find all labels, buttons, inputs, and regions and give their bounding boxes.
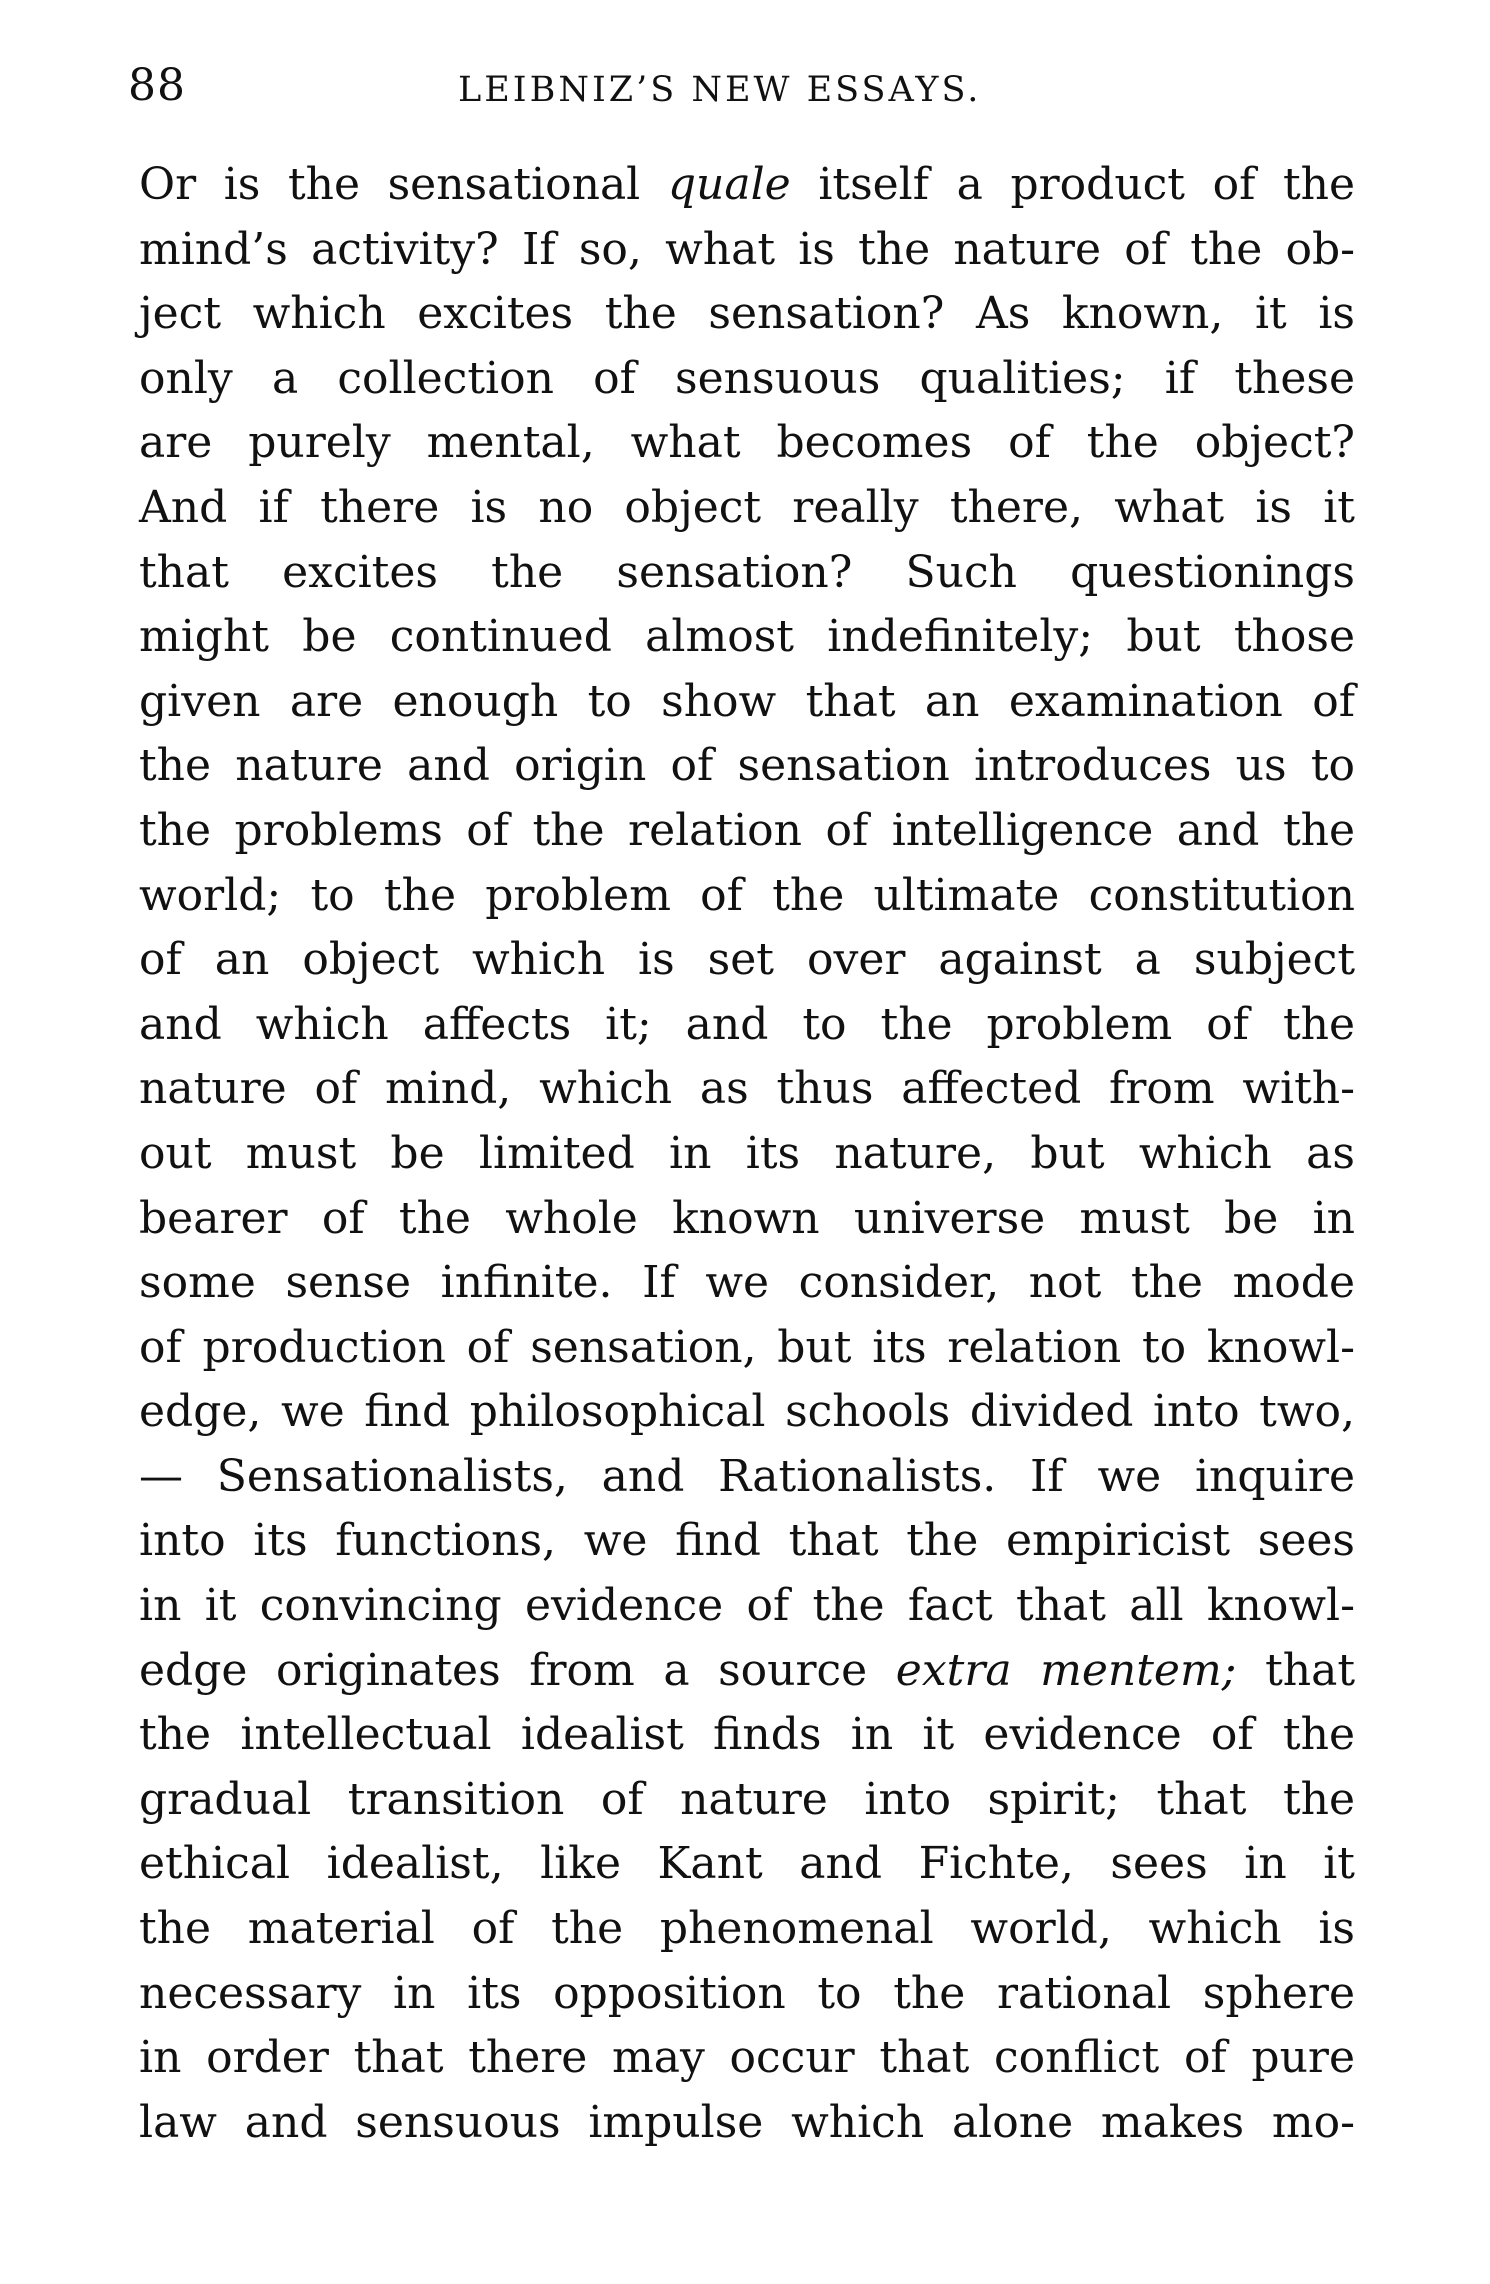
text-line: that excites the sensation? Such questionings <box>139 546 1355 598</box>
page-number: 88 <box>128 60 186 111</box>
text-line: — Sensationalists, and Rationalists. If we inquire <box>139 1450 1355 1502</box>
running-title: LEIBNIZ’S NEW ESSAYS. <box>458 70 982 110</box>
text-line: the nature and origin of sensation introduces us to <box>139 740 1355 792</box>
text-line: edge originates from a source extra mentem; that <box>139 1644 1356 1696</box>
text-line: in order that there may occur that conflict of pure <box>139 2032 1355 2084</box>
text-line: the material of the phenomenal world, which is <box>139 1903 1355 1955</box>
text-line: out must be limited in its nature, but which as <box>139 1127 1355 1179</box>
text-line: some sense infinite. If we consider, not the mode <box>139 1257 1355 1309</box>
text-line: of an object which is set over against a subject <box>139 934 1355 986</box>
text-line: the intellectual idealist finds in it evidence of the <box>139 1709 1355 1761</box>
text-line: into its functions, we find that the empiricist sees <box>139 1515 1355 1567</box>
text-line: only a collection of sensuous qualities; if these <box>139 352 1355 404</box>
text-line: and which affects it; and to the problem of the <box>139 998 1355 1050</box>
text-line: world; to the problem of the ultimate constitution <box>139 869 1355 921</box>
text-line: might be continued almost indefinitely; but those <box>139 611 1355 663</box>
text-line: Or is the sensational quale itself a product of the <box>139 159 1356 210</box>
text-line: bearer of the whole known universe must be in <box>139 1192 1355 1244</box>
text-line: necessary in its opposition to the rational sphere <box>139 1967 1355 2019</box>
text-line: And if there is no object really there, what is it <box>139 481 1355 533</box>
body-text <box>139 153 1355 2155</box>
text-line: are purely mental, what becomes of the object? <box>139 417 1355 469</box>
text-line: of production of sensation, but its relation to knowl- <box>139 1321 1355 1373</box>
text-line: given are enough to show that an examination of <box>139 675 1355 727</box>
italic-term: extra mentem; <box>895 1644 1237 1696</box>
text-line: edge, we find philosophical schools divided into two, <box>139 1386 1355 1438</box>
page-header <box>128 58 1028 118</box>
italic-term: quale <box>667 159 791 210</box>
text-line: the problems of the relation of intelligence and the <box>139 804 1355 856</box>
text-line: gradual transition of nature into spirit; that the <box>139 1773 1355 1825</box>
text-line: ject which excites the sensation? As known, it is <box>139 288 1355 340</box>
text-line: nature of mind, which as thus affected from with- <box>139 1063 1355 1115</box>
text-line: in it convincing evidence of the fact that all knowl- <box>139 1580 1355 1632</box>
text-line: law and sensuous impulse which alone makes mo- <box>139 2096 1355 2148</box>
text-line: mind’s activity? If so, what is the nature of the ob- <box>139 223 1355 275</box>
text-line: ethical idealist, like Kant and Fichte, sees in it <box>139 1838 1355 1890</box>
